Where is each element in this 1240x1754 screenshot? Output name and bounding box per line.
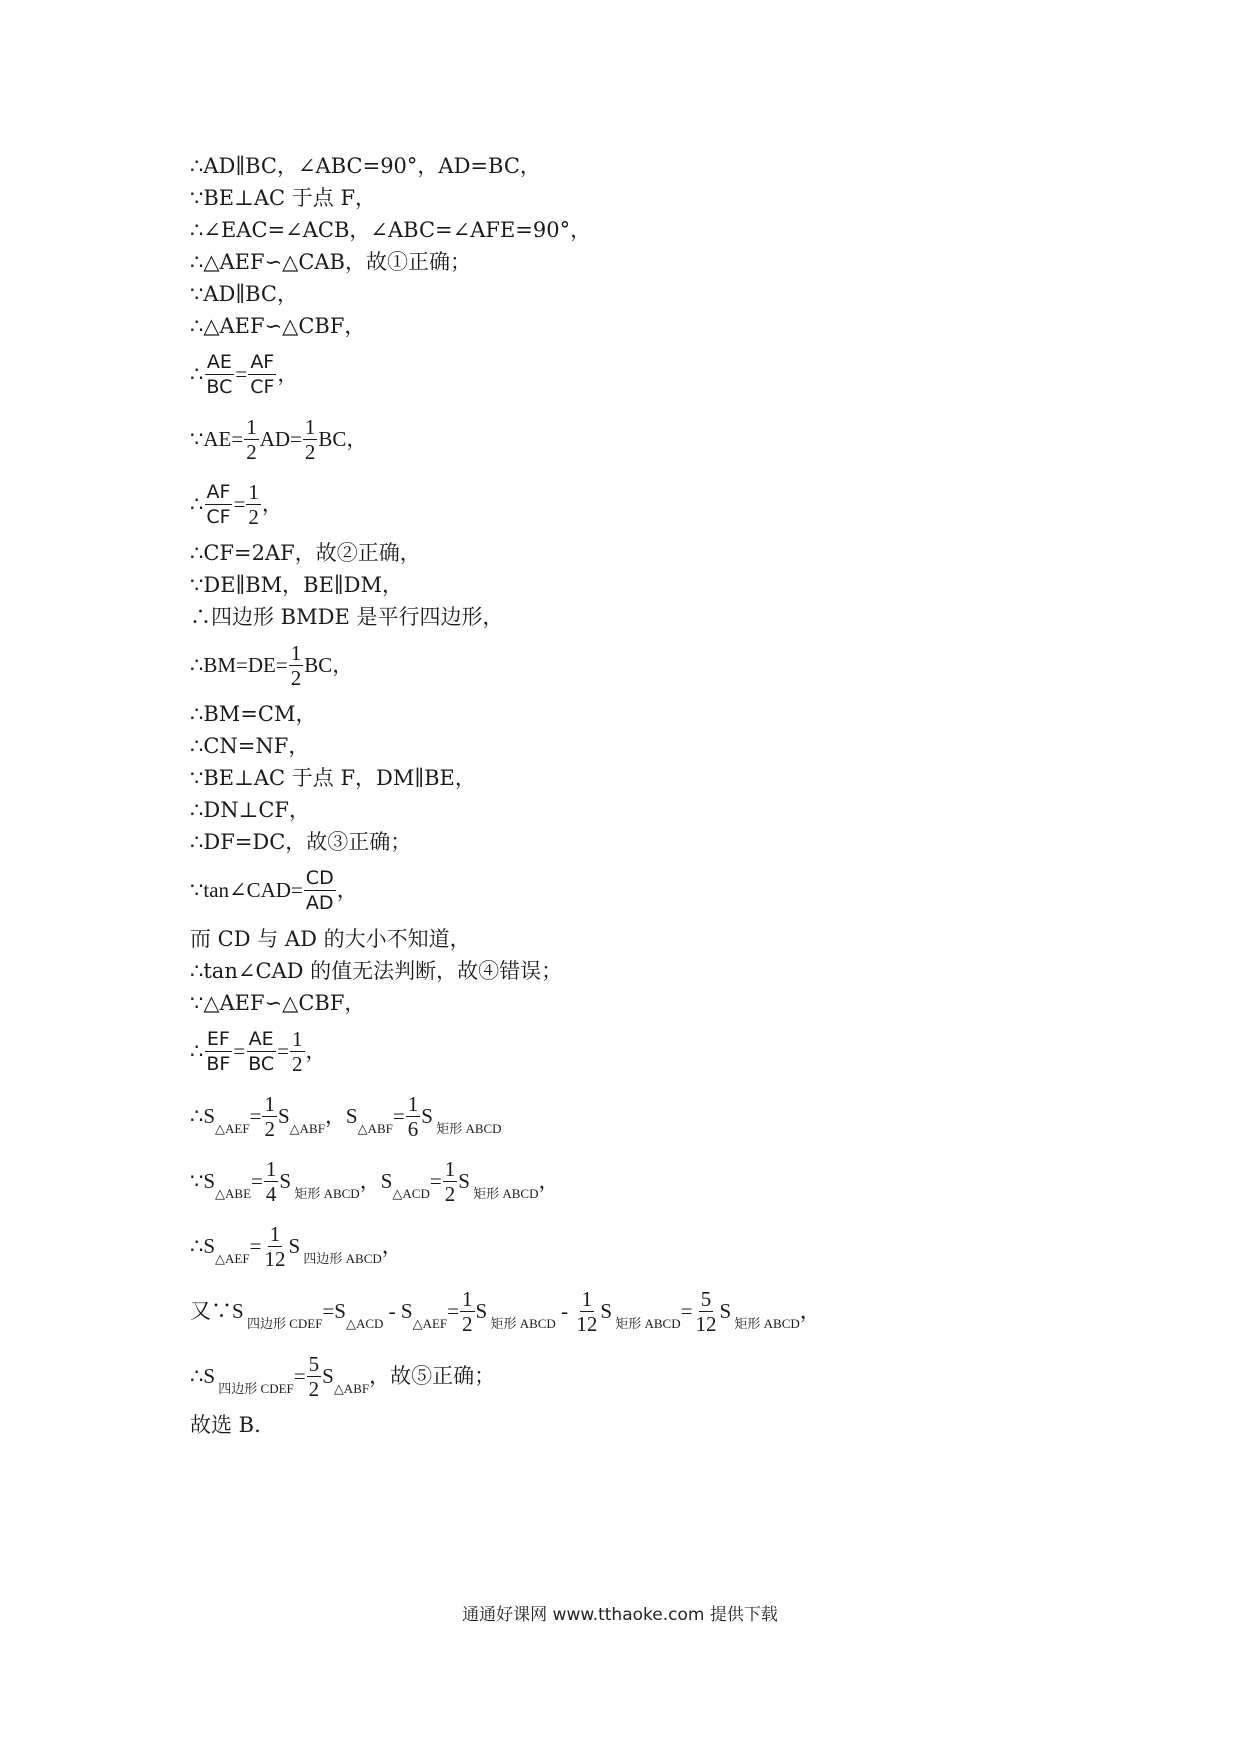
fraction-numerator: 1: [462, 1287, 473, 1311]
math-text: S: [322, 1364, 334, 1388]
math-text: ，: [381, 1234, 403, 1258]
math-text: =: [277, 1039, 289, 1063]
math-text: =: [233, 492, 246, 516]
solution-line: [190, 1084, 1090, 1149]
math-text: =: [233, 1039, 246, 1063]
fraction-numerator: 1: [248, 480, 259, 504]
fraction-numerator: 5: [308, 1352, 320, 1376]
fraction-numerator: 1: [292, 1027, 303, 1051]
fraction: [290, 1027, 305, 1076]
solution-line: [190, 1149, 1090, 1214]
fraction-denominator: 2: [248, 505, 259, 529]
math-text: BC，: [318, 427, 368, 451]
fraction-denominator: CF: [206, 506, 231, 528]
fraction-denominator: 2: [444, 1182, 456, 1206]
math-subscript: △ABF: [357, 1121, 393, 1136]
math-text: ∴: [190, 1039, 204, 1063]
solution-line: [190, 633, 1090, 698]
fraction-numerator: CD: [305, 867, 334, 889]
page-footer: 通通好课网 www.tthaoke.com 提供下载: [462, 1605, 778, 1625]
fraction: [246, 480, 261, 529]
math-text: =: [392, 1104, 405, 1128]
fraction: [303, 415, 318, 464]
fraction-numerator: 1: [264, 1092, 275, 1116]
solution-line: [190, 1214, 1090, 1279]
solution-line: ∴△AEF∽△CBF，: [190, 314, 366, 338]
math-text: AD=: [259, 427, 302, 451]
math-text: ，: [261, 492, 283, 516]
math-subscript: △AEF: [215, 1121, 250, 1136]
math-text: S: [279, 1169, 292, 1193]
fraction-numerator: 5: [700, 1287, 712, 1311]
fraction: [262, 1222, 287, 1271]
fraction-numerator: AF: [250, 351, 275, 373]
math-subscript: △ACD: [345, 1316, 384, 1331]
math-subscript: 矩形 ABCD: [432, 1121, 502, 1136]
solution-line: ∴△AEF∽△CAB，故①正确；: [190, 250, 471, 274]
math-text: =: [680, 1299, 693, 1323]
math-text: ∴: [190, 362, 204, 386]
fraction-denominator: 12: [576, 1312, 598, 1336]
math-text: S: [458, 1169, 470, 1193]
solution-line: [190, 472, 1090, 537]
solution-line: ∴CF=2AF，故②正确，: [190, 541, 421, 565]
fraction-denominator: BF: [206, 1053, 231, 1075]
fraction-denominator: BC: [206, 376, 233, 398]
math-text: =: [429, 1169, 442, 1193]
fraction-denominator: CF: [250, 376, 275, 398]
math-text: S: [288, 1234, 301, 1258]
math-text: S: [277, 1104, 290, 1128]
solution-line: ∴CN=NF，: [190, 734, 310, 758]
solution-line: [190, 342, 1090, 407]
math-text: S: [421, 1104, 433, 1128]
fraction: [204, 480, 232, 529]
fraction: [248, 350, 276, 399]
math-subscript: 四边形 ABCD: [300, 1251, 382, 1266]
math-text: - S: [383, 1299, 413, 1323]
solution-line: [190, 1344, 1090, 1409]
math-text: ∴S: [190, 1364, 216, 1388]
math-text: ∵S: [190, 1169, 216, 1193]
solution-line: [190, 858, 1090, 923]
math-text: ，: [538, 1169, 560, 1193]
fraction-denominator: 12: [264, 1247, 286, 1271]
math-subscript: 矩形 ABCD: [291, 1186, 360, 1201]
math-subscript: 矩形 ABCD: [487, 1316, 556, 1331]
math-text: BC，: [304, 653, 354, 677]
math-text: S: [475, 1299, 488, 1323]
math-subscript: 矩形 ABCD: [469, 1186, 539, 1201]
math-text: ∵AE=: [190, 427, 244, 451]
fraction-denominator: 2: [462, 1312, 473, 1336]
fraction: [406, 1092, 421, 1141]
solution-line: ∵DE∥BM，BE∥DM，: [190, 573, 403, 597]
solution-text: [190, 150, 1090, 1441]
math-text: 又∵S: [190, 1299, 244, 1323]
solution-line: ∴四边形 BMDE 是平行四边形，: [190, 605, 504, 629]
fraction: [244, 415, 259, 464]
solution-line: ∴AD∥BC，∠ABC=90°，AD=BC，: [190, 154, 541, 178]
math-text: =: [447, 1299, 459, 1323]
math-text: ，: [799, 1299, 821, 1323]
fraction-numerator: AE: [248, 1028, 274, 1050]
math-subscript: △ACD: [392, 1186, 430, 1201]
fraction-numerator: 1: [246, 415, 257, 439]
solution-line: 故选 B.: [190, 1413, 261, 1437]
fraction: [304, 866, 336, 915]
solution-line: ∴∠EAC=∠ACB，∠ABC=∠AFE=90°，: [190, 218, 592, 242]
math-subscript: 四边形 CDEF: [215, 1381, 294, 1396]
math-text: S: [719, 1299, 732, 1323]
solution-line: ∵BE⊥AC 于点 F，: [190, 186, 377, 210]
fraction-numerator: 1: [265, 1157, 277, 1181]
fraction-denominator: 2: [264, 1117, 275, 1141]
math-text: =: [293, 1364, 306, 1388]
fraction-denominator: 2: [304, 440, 316, 464]
solution-line: [190, 1279, 1090, 1344]
math-text: S: [600, 1299, 612, 1323]
math-text: ∴: [190, 492, 204, 516]
fraction-numerator: 1: [581, 1287, 593, 1311]
math-text: ，: [336, 878, 358, 902]
math-text: ∴BM=DE=: [190, 653, 288, 677]
fraction-denominator: 12: [695, 1312, 717, 1336]
fraction: [264, 1157, 279, 1206]
fraction: [574, 1287, 599, 1336]
fraction: [262, 1092, 277, 1141]
math-subscript: △ABE: [215, 1186, 252, 1201]
fraction: [460, 1287, 475, 1336]
fraction-numerator: AE: [206, 351, 232, 373]
solution-line: ∴BM=CM，: [190, 702, 317, 726]
math-text: ，故⑤正确；: [369, 1364, 496, 1388]
fraction: [693, 1287, 718, 1336]
fraction: [204, 350, 234, 399]
fraction-denominator: 2: [308, 1377, 320, 1401]
fraction: [307, 1352, 322, 1401]
solution-line: ∵BE⊥AC 于点 F，DM∥BE，: [190, 766, 476, 790]
solution-line: [190, 1019, 1090, 1084]
math-text: ，S: [324, 1104, 358, 1128]
fraction: [204, 1027, 232, 1076]
fraction-denominator: 2: [290, 666, 302, 690]
math-text: ∴S: [190, 1104, 216, 1128]
solution-line: ∴DF=DC，故③正确；: [190, 830, 412, 854]
math-subscript: △ABF: [289, 1121, 325, 1136]
fraction-numerator: 1: [304, 415, 316, 439]
math-text: ，: [305, 1039, 327, 1063]
fraction-denominator: BC: [248, 1053, 275, 1075]
math-text: ，: [277, 362, 299, 386]
fraction-numerator: 1: [290, 641, 302, 665]
solution-line: ∵△AEF∽△CBF，: [190, 991, 366, 1015]
math-text: =S: [322, 1299, 346, 1323]
solution-line: ∴DN⊥CF，: [190, 798, 310, 822]
math-text: =: [251, 1169, 263, 1193]
math-subscript: 四边形 CDEF: [243, 1316, 323, 1331]
fraction-denominator: 4: [265, 1182, 277, 1206]
solution-line: ∵AD∥BC，: [190, 282, 298, 306]
math-text: ∵tan∠CAD=: [190, 878, 303, 902]
math-text: ，S: [359, 1169, 393, 1193]
fraction-denominator: 2: [246, 440, 257, 464]
math-text: =: [235, 362, 248, 386]
math-text: -: [555, 1299, 574, 1323]
math-subscript: 矩形 ABCD: [731, 1316, 800, 1331]
fraction-denominator: AD: [305, 892, 334, 914]
solution-line: ∴tan∠CAD 的值无法判断，故④错误；: [190, 959, 563, 983]
fraction-denominator: 2: [292, 1052, 303, 1076]
solution-line: [190, 407, 1090, 472]
solution-line: 而 CD 与 AD 的大小不知道，: [190, 927, 471, 951]
fraction: [289, 641, 304, 690]
fraction-denominator: 6: [407, 1117, 419, 1141]
fraction-numerator: 1: [444, 1157, 456, 1181]
math-text: =: [249, 1104, 262, 1128]
math-subscript: △AEF: [215, 1251, 250, 1266]
fraction-numerator: EF: [206, 1028, 230, 1050]
math-text: =: [249, 1234, 262, 1258]
fraction: [443, 1157, 458, 1206]
math-text: ∴S: [190, 1234, 216, 1258]
math-subscript: 矩形 ABCD: [612, 1316, 681, 1331]
math-subscript: △AEF: [412, 1316, 448, 1331]
fraction-numerator: 1: [407, 1092, 419, 1116]
math-subscript: △ABF: [333, 1381, 370, 1396]
fraction: [246, 1027, 276, 1076]
fraction-numerator: 1: [269, 1222, 281, 1246]
fraction-numerator: AF: [206, 481, 231, 503]
